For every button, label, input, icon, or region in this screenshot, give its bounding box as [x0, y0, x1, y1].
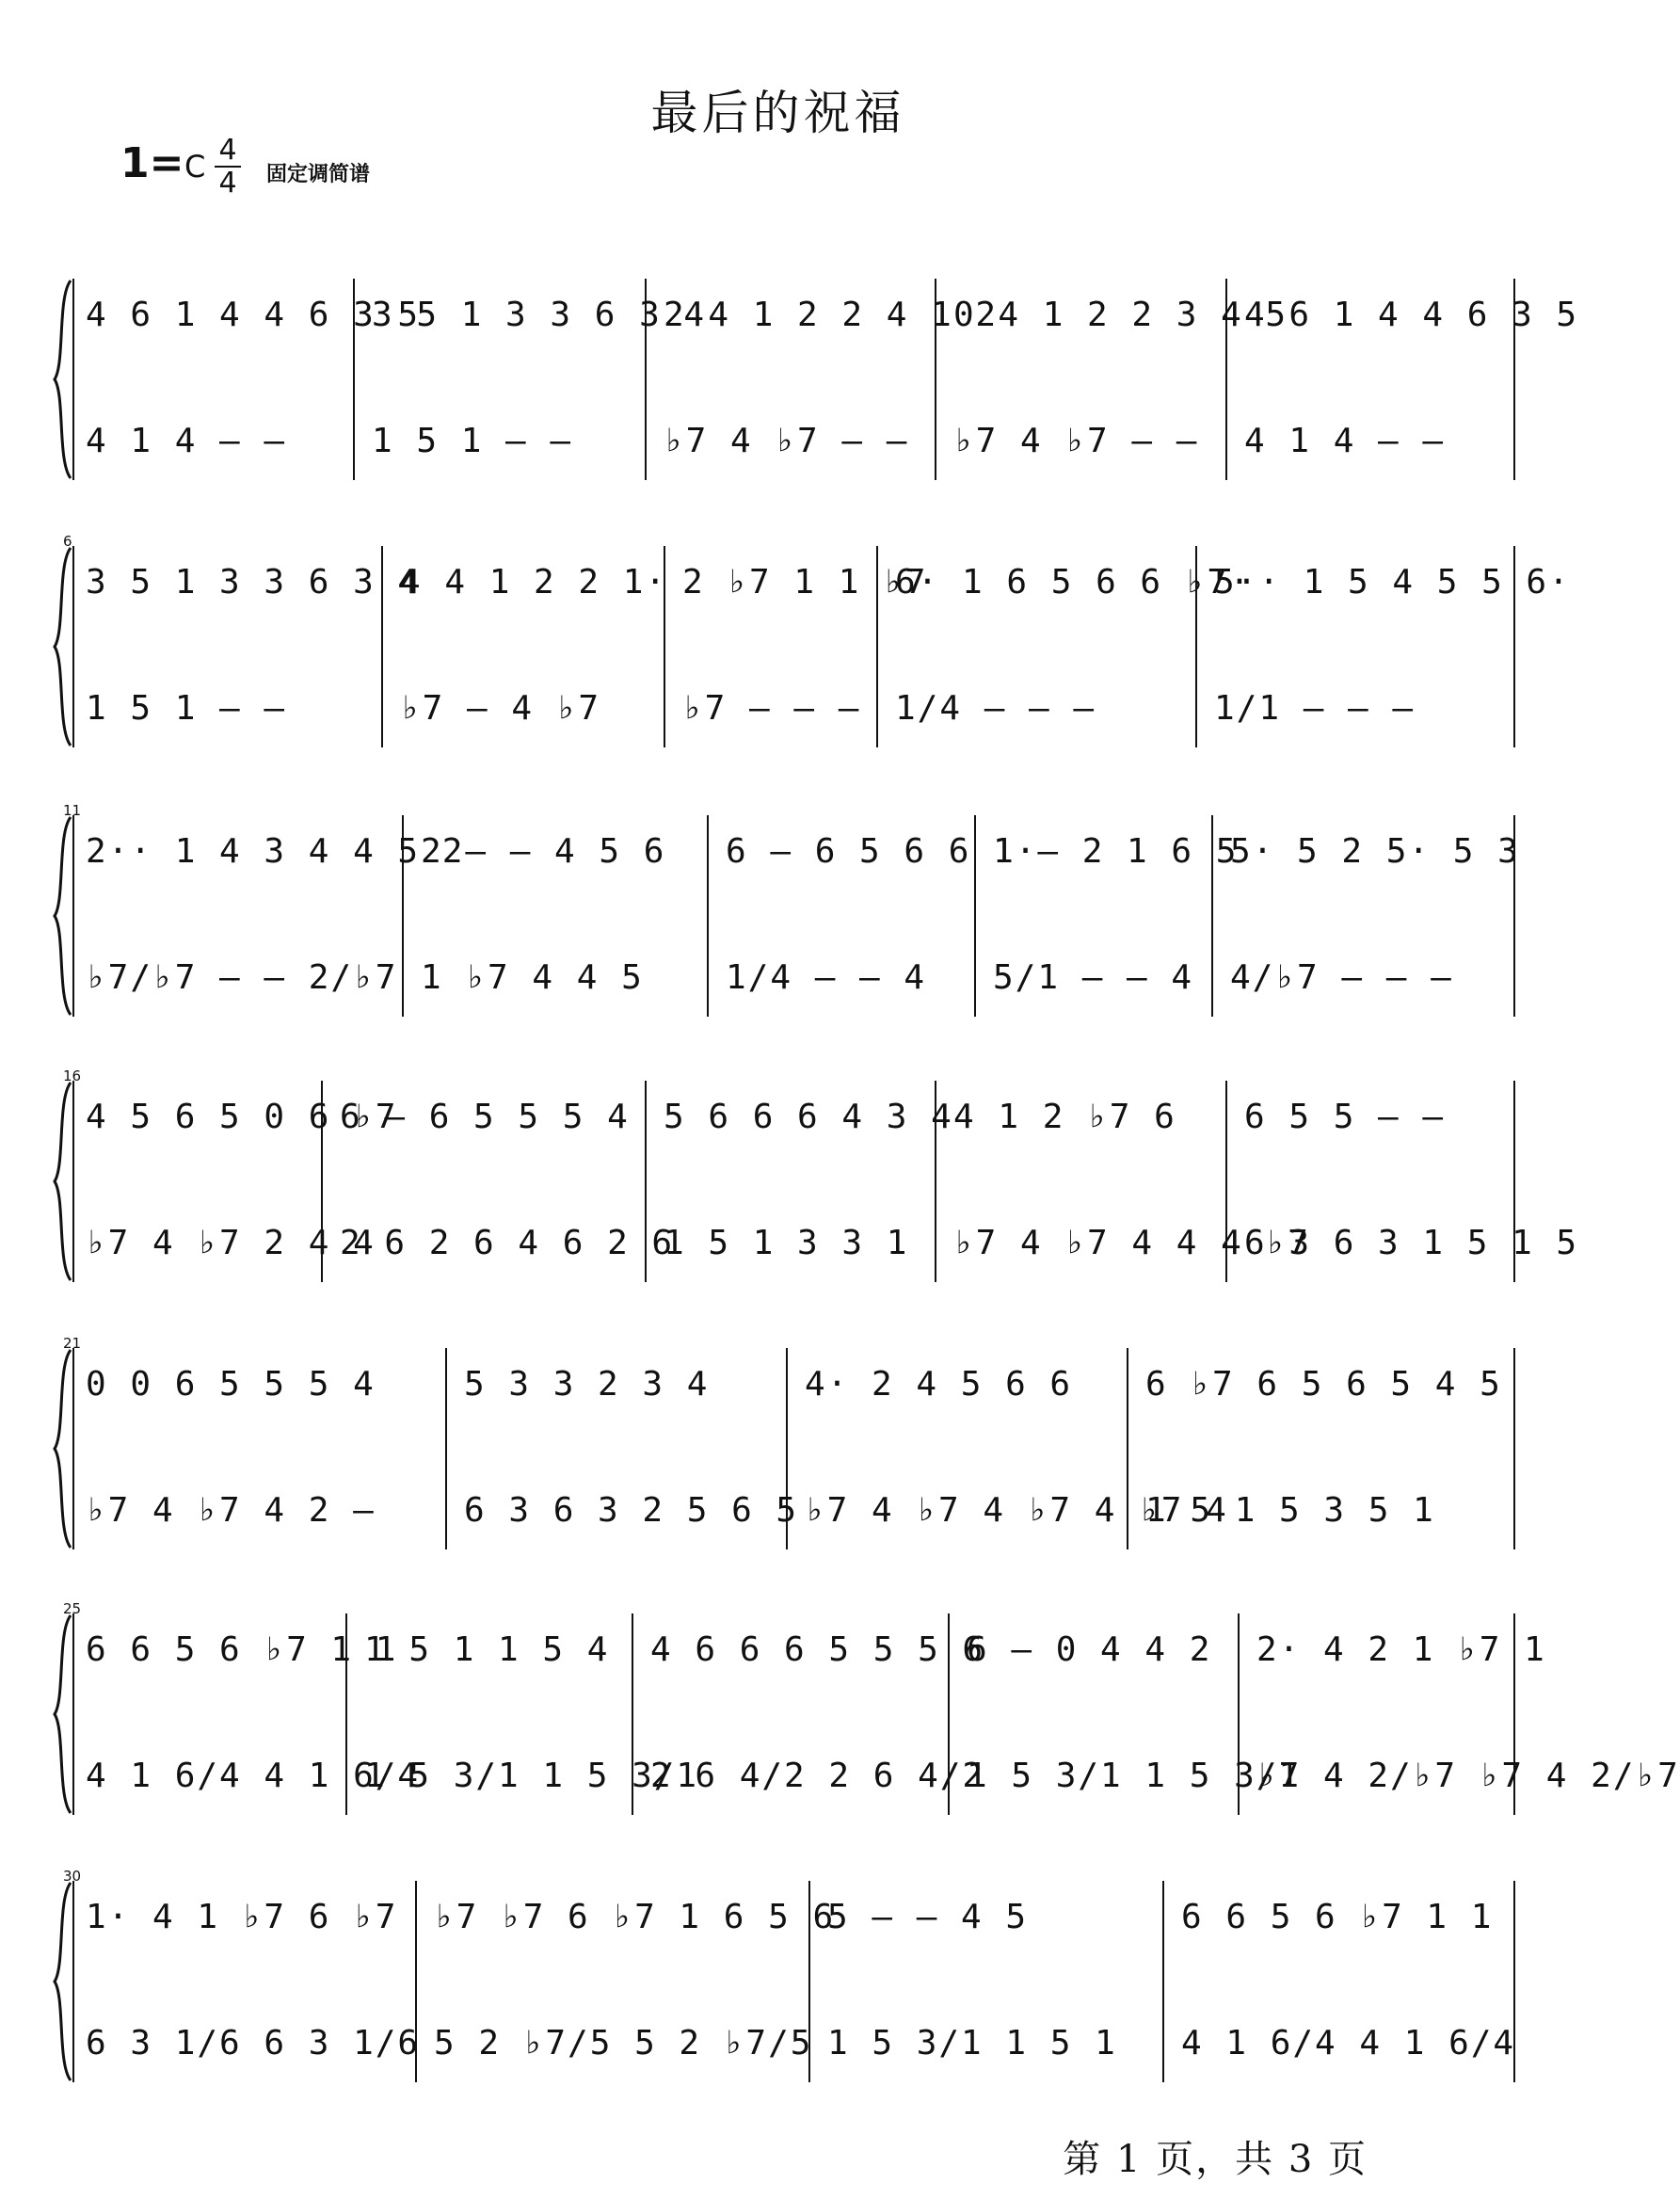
barline — [1127, 1348, 1128, 1549]
page-title: 最后的祝福 — [650, 86, 905, 140]
bass-part: 1/4 – – – — [895, 689, 1096, 728]
barline — [445, 1348, 447, 1549]
brace-icon — [52, 1081, 72, 1282]
treble-part: 5 – – 4 5 — [827, 1898, 1029, 1936]
bass-part: 1 5 3/1 1 5 1 — [827, 2024, 1117, 2063]
barline — [321, 1081, 323, 1282]
bass-part: ♭7 4 ♭7 4 4 4 ♭7 — [953, 1224, 1310, 1262]
bass-part: 1/4 – – 4 — [726, 958, 927, 997]
bass-part: 5/1 – – 4 — [993, 958, 1194, 997]
barline — [1513, 279, 1515, 480]
bass-part: ♭7 4 ♭7 2 4 4 — [86, 1224, 376, 1262]
bass-part: 2 6 2 6 4 6 2 6 — [340, 1224, 675, 1262]
score-system — [52, 1868, 1516, 2082]
barline — [935, 279, 936, 480]
bass-part: 2 6 4/2 2 6 4/2 — [650, 1757, 985, 1795]
barline — [1513, 1613, 1515, 1815]
bass-part: 1 5 1 5 3 5 1 — [1145, 1491, 1435, 1530]
brace-icon — [52, 1613, 72, 1815]
barline — [664, 546, 665, 747]
system-start-line — [72, 1081, 74, 1282]
barline — [381, 546, 383, 747]
measure-number: 25 — [63, 1600, 82, 1617]
treble-part: 6 ♭7 6 5 6 5 4 5 — [1145, 1365, 1502, 1404]
barline — [645, 1081, 647, 1282]
bass-part: ♭7/♭7 – – 2/♭7 — [86, 958, 398, 997]
treble-part: 4 4 1 2 2 1· — [400, 563, 668, 602]
barline — [974, 815, 976, 1017]
treble-part: 6 – 0 4 4 2 — [967, 1630, 1212, 1669]
treble-part: 3 5 1 3 3 6 3 4 — [86, 563, 421, 602]
bass-part: 1 5 1 – – — [372, 422, 573, 460]
score-system — [52, 1600, 1680, 1815]
treble-part: 5·· 1 5 4 5 5 6· — [1214, 563, 1571, 602]
treble-part: 4 6 6 6 5 5 5 6 — [650, 1630, 985, 1669]
system-start-line — [72, 1613, 74, 1815]
treble-part: 5· 5 2 5· 5 3 — [1230, 832, 1520, 871]
barline — [808, 1881, 810, 2082]
barline — [948, 1613, 950, 1815]
bass-part: 5 2 ♭7/5 5 2 ♭7/5 — [434, 2024, 813, 2063]
measure-number: 30 — [63, 1868, 82, 1885]
treble-part: 2·· 1 4 3 4 4 5 2 — [86, 832, 465, 871]
time-signature — [215, 136, 241, 198]
treble-part: 0 4 1 2 2 3 4 5 — [953, 296, 1288, 334]
bass-part: 1/1 – – – — [1214, 689, 1416, 728]
brace-icon — [52, 1348, 72, 1549]
brace-icon — [52, 279, 72, 480]
bass-part: 1 5 3/1 1 5 3/1 — [364, 1757, 699, 1795]
system-start-line — [72, 546, 74, 747]
barline — [707, 815, 709, 1017]
system-start-line — [72, 1881, 74, 2082]
barline — [1225, 279, 1227, 480]
treble-part: 6 6 5 6 ♭7 1 1 — [1181, 1898, 1494, 1936]
bass-part: 6 3 6 3 1 5 1 5 — [1244, 1224, 1579, 1262]
barline — [345, 1613, 347, 1815]
measure-number: 11 — [63, 802, 82, 819]
bass-part: 6 3 6 3 2 5 6 5 — [464, 1491, 799, 1530]
bass-part: 1 5 3/1 1 5 3/1 — [967, 1757, 1302, 1795]
key-signature-prefix: 1= — [120, 139, 184, 187]
treble-part: 4 1 2 ♭7 6 — [953, 1098, 1176, 1136]
barline — [632, 1613, 633, 1815]
brace-icon — [52, 815, 72, 1017]
key-signature-letter: C — [184, 149, 206, 185]
barline — [876, 546, 878, 747]
barline — [1211, 815, 1213, 1017]
barline — [935, 1081, 936, 1282]
treble-part: 6 – 6 5 6 6 1· — [726, 832, 1038, 871]
barline — [1225, 1081, 1227, 1282]
barline — [1195, 546, 1197, 747]
bass-part: ♭7 4 ♭7 4 2 – — [86, 1491, 376, 1530]
treble-part: 2 – – 4 5 6 — [421, 832, 666, 871]
brace-icon — [52, 1881, 72, 2082]
measure-number: 6 — [63, 533, 72, 550]
treble-part: 6 5 5 – – — [1244, 1098, 1446, 1136]
brace-icon — [52, 546, 72, 747]
treble-part: 6 – 6 5 5 5 4 — [340, 1098, 630, 1136]
bass-part: 6 3 1/6 6 3 1/6 — [86, 2024, 421, 2063]
bass-part: 4/♭7 – – – — [1230, 958, 1453, 997]
page-number: 第 1 页，共 3 页 — [1063, 2138, 1368, 2181]
bass-part: ♭7 4 2/♭7 ♭7 4 2/♭7 — [1256, 1757, 1680, 1795]
treble-part: 1 5 1 1 5 4 — [364, 1630, 610, 1669]
bass-part: 4 1 4 – – — [86, 422, 287, 460]
score-system — [52, 533, 1571, 747]
barline — [1238, 1613, 1240, 1815]
score-system — [52, 279, 1579, 480]
treble-part: 0 0 6 5 5 5 4 — [86, 1365, 376, 1404]
bass-part: ♭7 – – – — [682, 689, 861, 728]
barline — [1513, 1348, 1515, 1549]
measure-number: 16 — [63, 1067, 82, 1084]
barline — [786, 1348, 788, 1549]
treble-part: 2 ♭7 1 1 ♭7 — [682, 563, 928, 602]
barline — [1513, 1881, 1515, 2082]
treble-part: ♭7 ♭7 6 ♭7 1 6 5 6 — [434, 1898, 836, 1936]
system-start-line — [72, 279, 74, 480]
treble-part: 2· 4 2 1 ♭7 1 — [1256, 1630, 1546, 1669]
system-start-line — [72, 1348, 74, 1549]
treble-part: 4 6 1 4 4 6 3 5 — [1244, 296, 1579, 334]
score-system — [52, 1067, 1579, 1282]
measure-number: 21 — [63, 1335, 82, 1352]
bass-part: ♭7 4 ♭7 – – — [664, 422, 909, 460]
treble-part: 4 5 6 5 0 6 ♭7 — [86, 1098, 398, 1136]
system-start-line — [72, 815, 74, 1017]
bass-part: 4 1 6/4 4 1 6/4 — [86, 1757, 421, 1795]
barline — [1513, 1081, 1515, 1282]
barline — [1513, 815, 1515, 1017]
treble-part: 4· 2 4 5 6 6 — [805, 1365, 1073, 1404]
score-system — [52, 1335, 1515, 1549]
time-signature-top: 4 — [218, 134, 237, 167]
notation-type-label: 固定调简谱 — [266, 163, 371, 186]
barline — [402, 815, 404, 1017]
bass-part: 1 5 1 – – — [86, 689, 287, 728]
treble-part: 5 6 6 6 4 3 4 — [664, 1098, 953, 1136]
bass-part: 4 1 4 – – — [1244, 422, 1446, 460]
time-signature-bottom: 4 — [218, 167, 237, 200]
bass-part: 4 1 6/4 4 1 6/4 — [1181, 2024, 1516, 2063]
barline — [353, 279, 355, 480]
treble-part: 4 6 1 4 4 6 3 5 — [86, 296, 421, 334]
bass-part: ♭7 4 ♭7 – – — [953, 422, 1199, 460]
treble-part: 1· 4 1 ♭7 6 ♭7 — [86, 1898, 398, 1936]
barline — [1162, 1881, 1164, 2082]
score-system — [52, 802, 1520, 1017]
treble-part: 1 – 2 1 6 5 — [993, 832, 1239, 871]
barline — [1513, 546, 1515, 747]
treble-part: 5 3 3 2 3 4 — [464, 1365, 710, 1404]
bass-part: 1 5 1 3 3 1 — [664, 1224, 909, 1262]
treble-part: 2 4 1 2 2 4 1 2 — [664, 296, 999, 334]
treble-part: 6· 1 6 5 6 6 ♭7· — [895, 563, 1252, 602]
barline — [415, 1881, 417, 2082]
treble-part: 6 6 5 6 ♭7 1 1 — [86, 1630, 398, 1669]
bass-part: 1 ♭7 4 4 5 — [421, 958, 644, 997]
bass-part: ♭7 – 4 ♭7 — [400, 689, 601, 728]
barline — [645, 279, 647, 480]
treble-part: 3 5 1 3 3 6 3 4 — [372, 296, 707, 334]
bass-part: ♭7 4 ♭7 4 ♭7 4 ♭7 4 — [805, 1491, 1228, 1530]
